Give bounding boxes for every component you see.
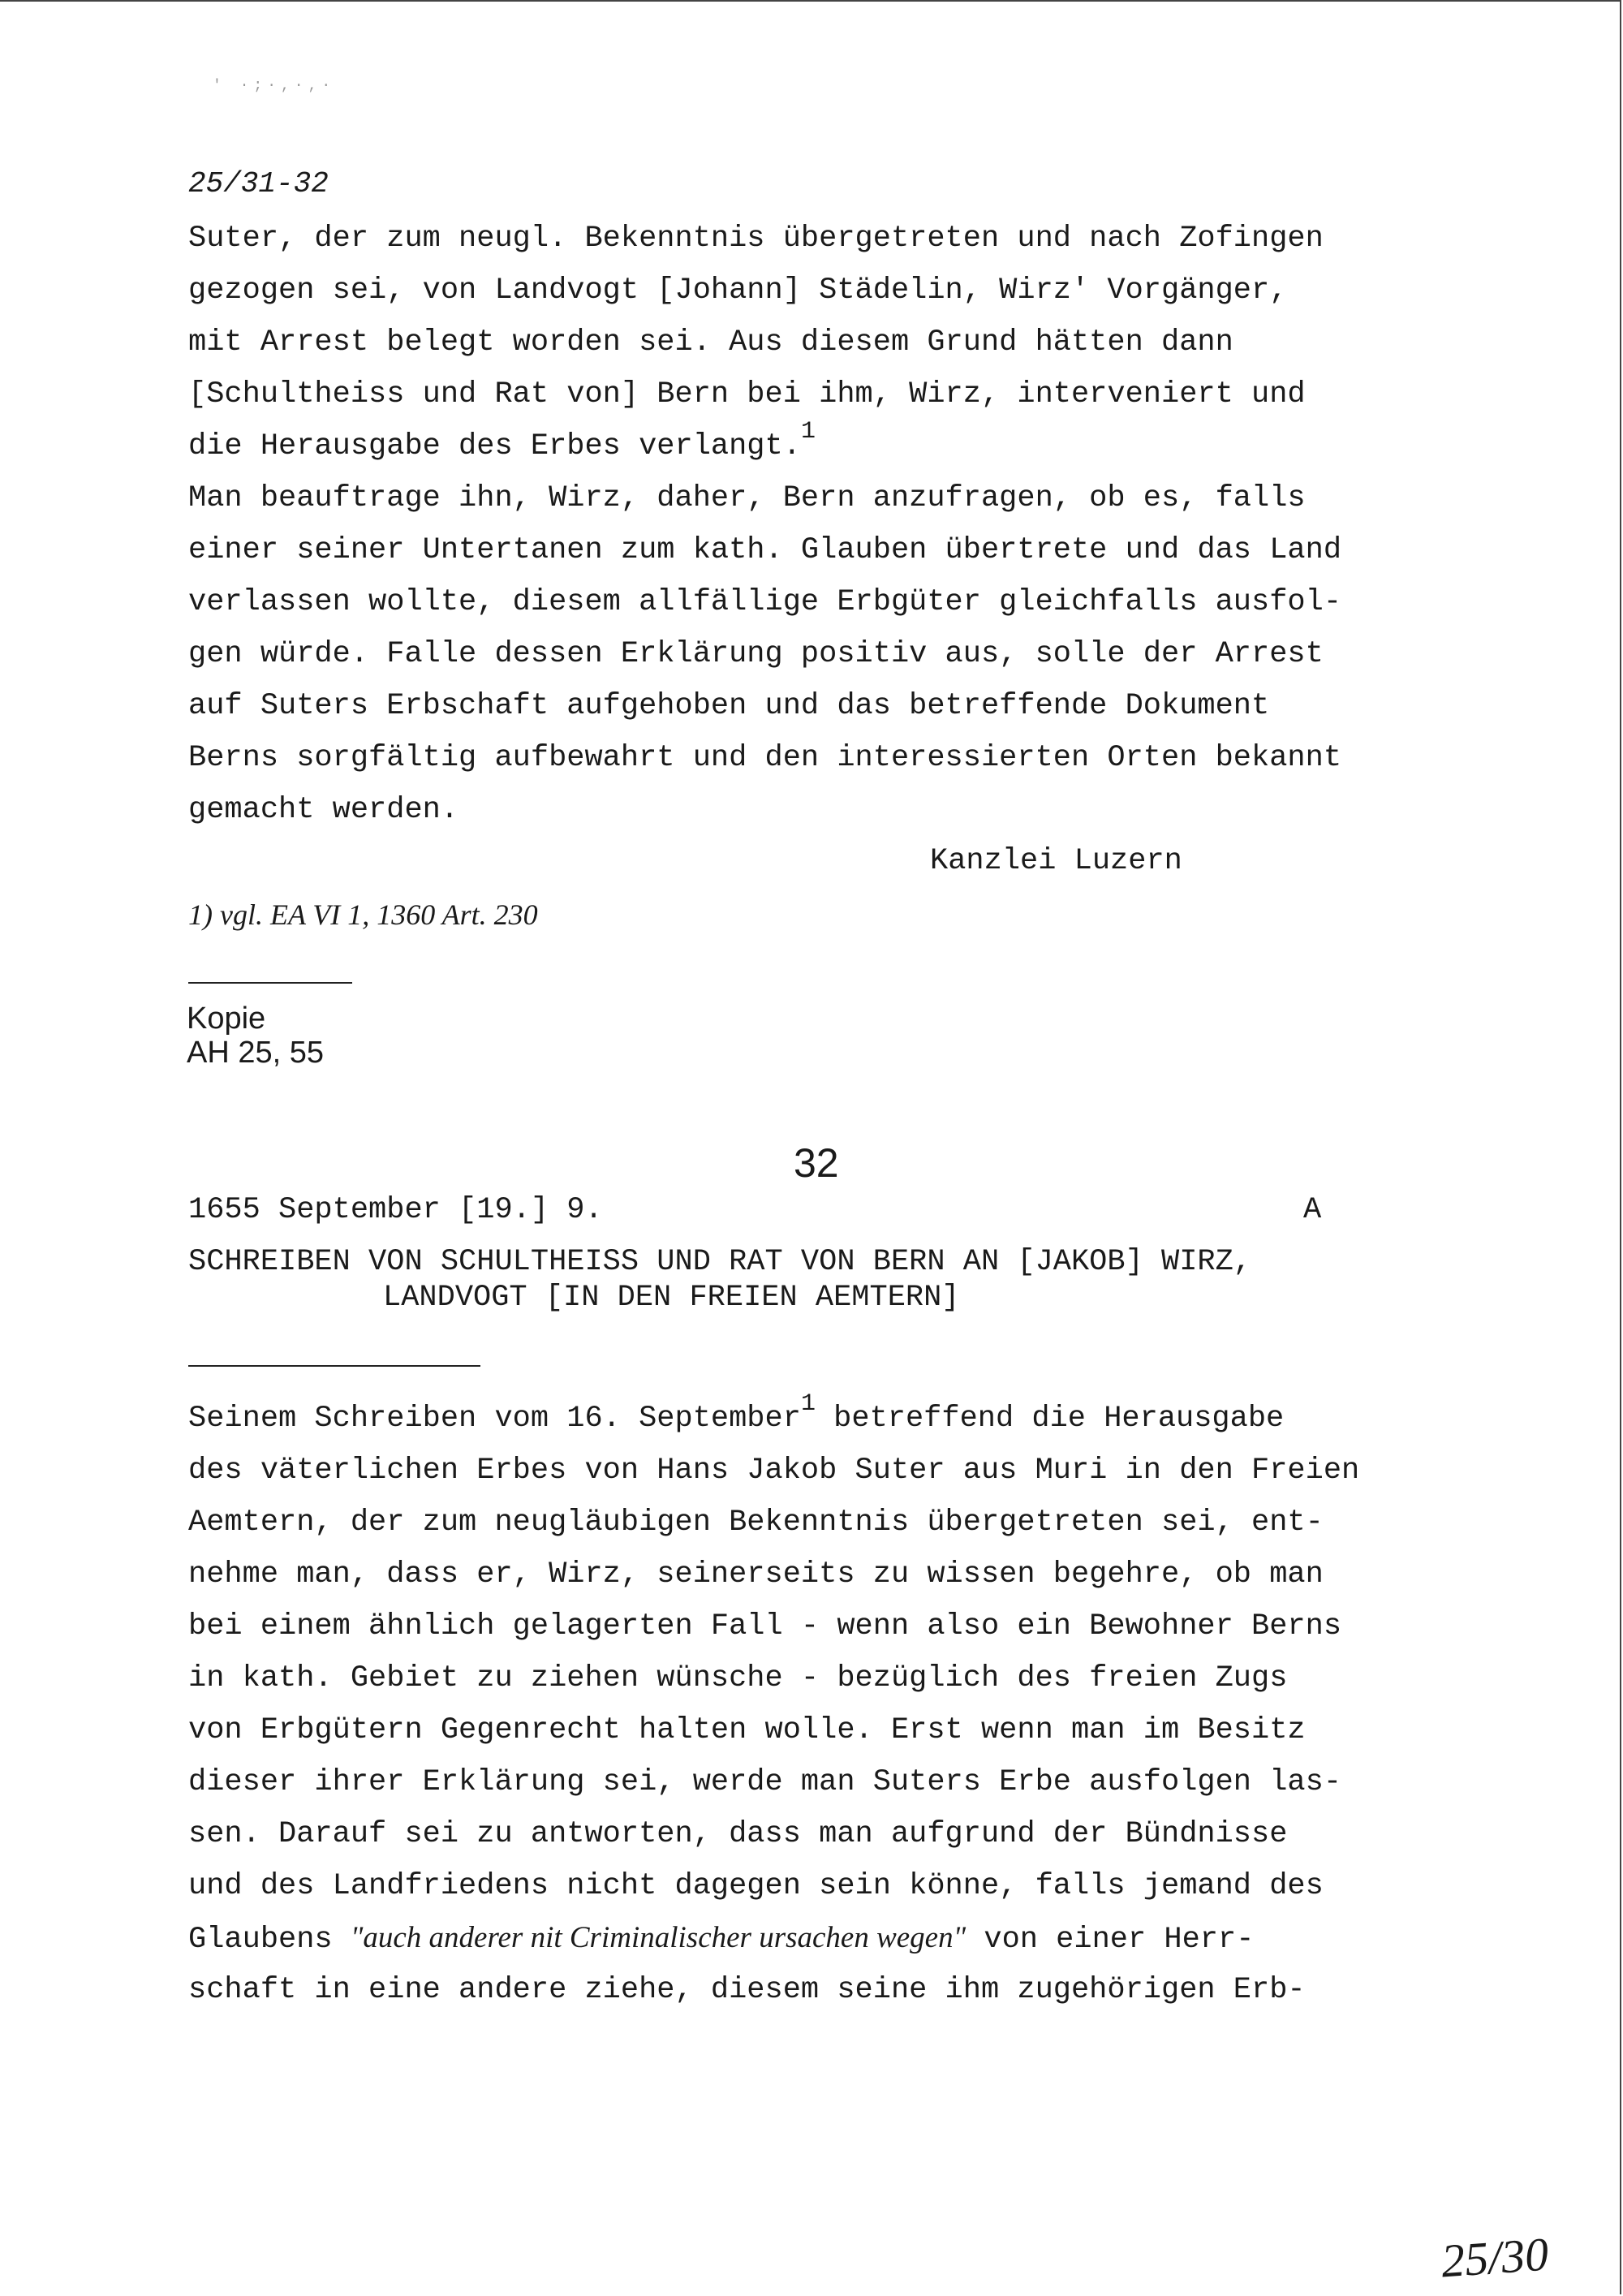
body-line: dieser ihrer Erklärung sei, werde man Suters Erbe ausfolgen las- bbox=[188, 1765, 1342, 1799]
footnote: 1) vgl. EA VI 1, 1360 Art. 230 bbox=[188, 898, 538, 931]
divider bbox=[188, 982, 352, 984]
body-line: Aemtern, der zum neugläubigen Bekenntnis übergetreten sei, ent- bbox=[188, 1506, 1324, 1540]
body-line: Man beauftrage ihn, Wirz, daher, Bern anzufragen, ob es, falls bbox=[188, 481, 1306, 515]
source-type: Kopie bbox=[187, 1002, 266, 1036]
divider bbox=[188, 1365, 480, 1367]
body-line: [Schultheiss und Rat von] Bern bei ihm, Wirz, interveniert und bbox=[188, 377, 1306, 411]
footnote-marker: 1 bbox=[800, 1390, 816, 1418]
body-line: einer seiner Untertanen zum kath. Glauben übertrete und das Land bbox=[188, 533, 1342, 567]
body-line: gen würde. Falle dessen Erklärung positiv aus, solle der Arrest bbox=[188, 637, 1324, 671]
body-text: Seinem Schreiben vom 16. September bbox=[188, 1402, 801, 1436]
body-line bbox=[188, 1920, 1254, 1958]
body-text: Glaubens bbox=[188, 1923, 351, 1957]
body-line bbox=[188, 1390, 1285, 1438]
handwritten-page-number: 25/30 bbox=[1439, 2227, 1551, 2288]
body-line: und des Landfriedens nicht dagegen sein könne, falls jemand des bbox=[188, 1869, 1324, 1903]
document-number: 32 bbox=[794, 1140, 839, 1186]
body-line: Berns sorgfältig aufbewahrt und den interessierten Orten bekannt bbox=[188, 741, 1342, 775]
body-line: sen. Darauf sei zu antworten, dass man aufgrund der Bündnisse bbox=[188, 1817, 1288, 1851]
body-line: verlassen wollte, diesem allfällige Erbgüter gleichfalls ausfol- bbox=[188, 585, 1342, 619]
scan-mark: ' ·;·,·,· bbox=[213, 78, 336, 94]
body-text: von einer Herr- bbox=[966, 1923, 1255, 1957]
document-marker: A bbox=[1303, 1193, 1322, 1227]
document-date: 1655 September [19.] 9. bbox=[188, 1193, 603, 1227]
body-line: nehme man, dass er, Wirz, seinerseits zu wissen begehre, ob man bbox=[188, 1557, 1324, 1592]
body-line: in kath. Gebiet zu ziehen wünsche - bezüglich des freien Zugs bbox=[188, 1661, 1288, 1695]
body-line: des väterlichen Erbes von Hans Jakob Suter aus Muri in den Freien bbox=[188, 1454, 1360, 1488]
document-heading: SCHREIBEN VON SCHULTHEISS UND RAT VON BERN AN [JAKOB] WIRZ, bbox=[188, 1245, 1252, 1279]
document-heading-continued: LANDVOGT [IN DEN FREIEN AEMTERN] bbox=[383, 1281, 960, 1315]
body-line: auf Suters Erbschaft aufgehoben und das betreffende Dokument bbox=[188, 689, 1270, 723]
body-line: gemacht werden. bbox=[188, 793, 459, 827]
body-line: von Erbgütern Gegenrecht halten wolle. Erst wenn man im Besitz bbox=[188, 1713, 1306, 1747]
body-line: Suter, der zum neugl. Bekenntnis übergetreten und nach Zofingen bbox=[188, 222, 1324, 256]
body-line: mit Arrest belegt worden sei. Aus diesem Grund hätten dann bbox=[188, 325, 1233, 360]
body-line bbox=[188, 418, 816, 466]
body-text: die Herausgabe des Erbes verlangt. bbox=[188, 429, 801, 463]
quotation: "auch anderer nit Criminalischer ursachen wegen" bbox=[350, 1921, 966, 1954]
body-line: bei einem ähnlich gelagerten Fall - wenn also ein Bewohner Berns bbox=[188, 1609, 1342, 1643]
footnote-marker: 1 bbox=[800, 418, 816, 446]
source-reference: AH 25, 55 bbox=[187, 1036, 324, 1070]
body-line: schaft in eine andere ziehe, diesem seine ihm zugehörigen Erb- bbox=[188, 1973, 1306, 2007]
document-reference: 25/31-32 bbox=[188, 167, 329, 200]
body-text: betreffend die Herausgabe bbox=[815, 1402, 1285, 1436]
signature: Kanzlei Luzern bbox=[930, 844, 1182, 878]
body-line: gezogen sei, von Landvogt [Johann] Städelin, Wirz' Vorgänger, bbox=[188, 274, 1288, 308]
